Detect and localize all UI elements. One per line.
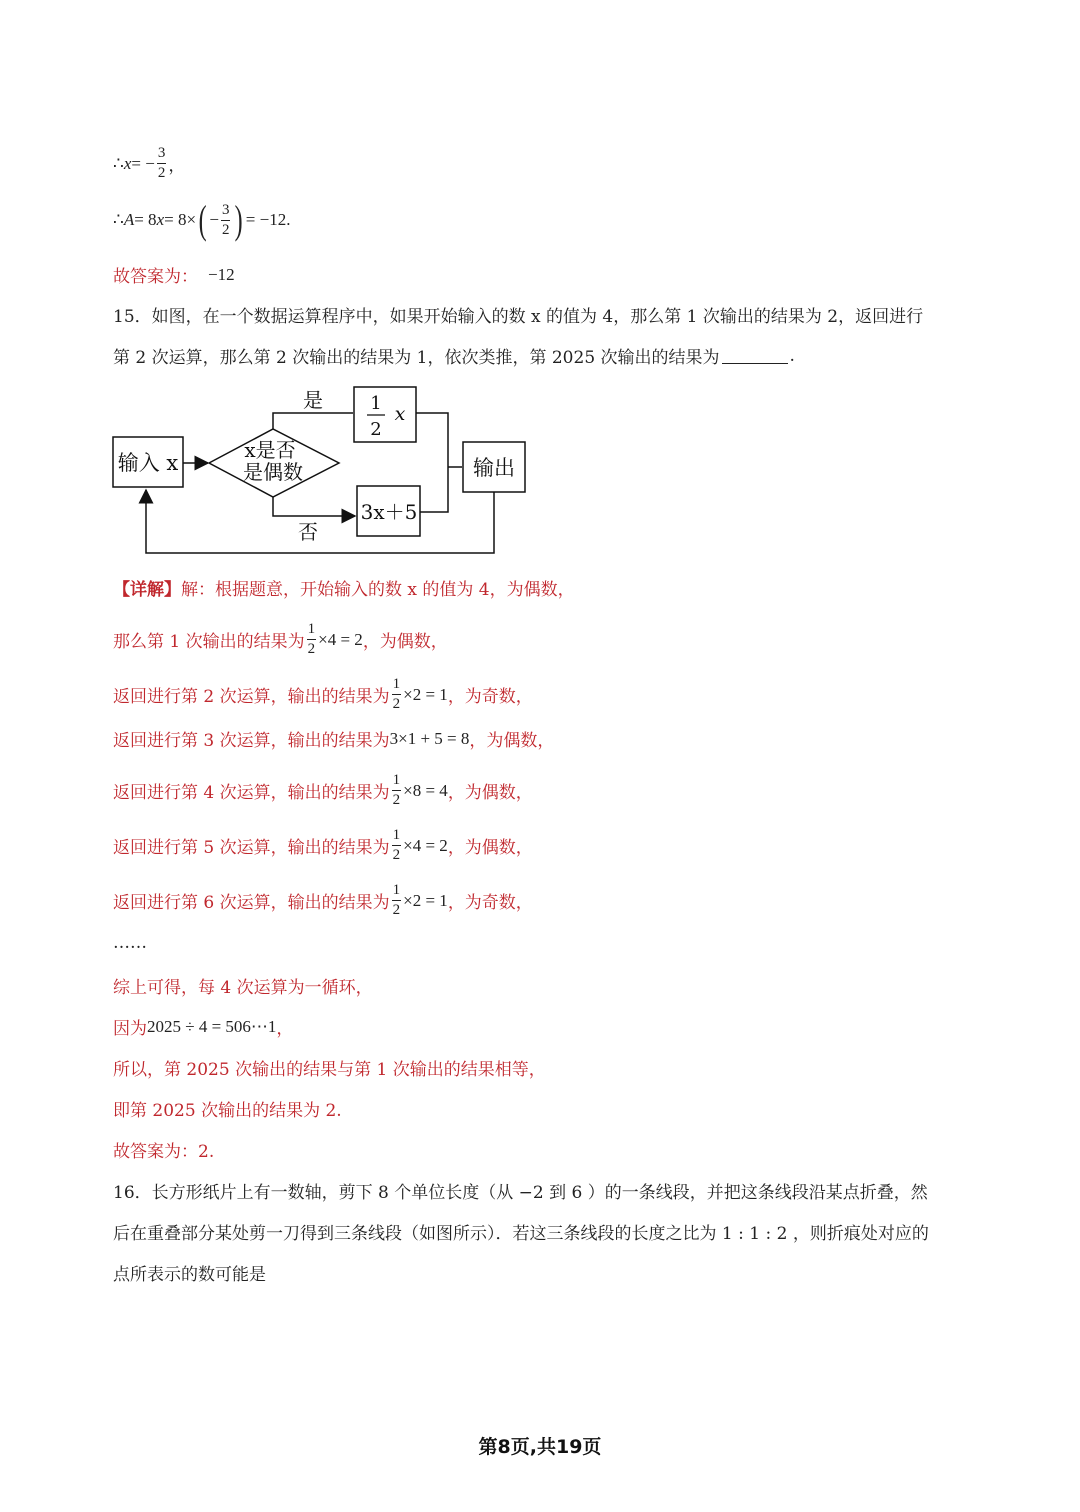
result-statement: 即第 2025 次输出的结果为 2. xyxy=(113,1101,342,1121)
page-footer: 第8页,共19页 xyxy=(478,1436,602,1458)
cycle-statement: 综上可得，每 4 次运算为一循环， xyxy=(113,978,373,998)
fraction: $\frac{1}{2}$ xyxy=(392,882,401,918)
question-16-line3: 点所表示的数可能是 xyxy=(113,1265,266,1285)
question-15-line2: 第 2 次运算，那么第 2 次输出的结果为 1，依次类推，第 2025 次输出的结果为 . xyxy=(113,345,795,368)
loop-back-line xyxy=(146,490,494,553)
odd-expr: 3x＋5 xyxy=(360,500,418,524)
previous-answer: 故答案为： −12 xyxy=(113,264,235,287)
condition-line2: 是偶数 xyxy=(243,460,303,484)
question-16-line2: 后在重叠部分某处剪一刀得到三条线段（如图所示）．若这三条线段的长度之比为 1 : 1 : 2 ，则折痕处对应的 xyxy=(113,1224,929,1244)
yes-branch-line xyxy=(273,413,353,429)
fraction: $\frac{3}{2}$ xyxy=(157,145,166,181)
question-16-line1: 16．长方形纸片上有一数轴，剪下 8 个单位长度（从 −2 到 6 ）的一条线段，并把这条线段沿某点折叠，然 xyxy=(113,1183,928,1203)
detail-intro: 【详解】 解：根据题意，开始输入的数 x 的值为 4，为偶数， xyxy=(113,580,575,600)
answer-blank xyxy=(722,347,788,364)
fraction: $\frac{1}{2}$ xyxy=(392,827,401,863)
yes-label: 是 xyxy=(303,388,323,412)
output-label: 输出 xyxy=(473,456,515,480)
ellipsis: …… xyxy=(113,933,147,953)
flowchart xyxy=(108,382,548,562)
so-statement: 所以，第 2025 次输出的结果与第 1 次输出的结果相等， xyxy=(113,1060,546,1080)
question-15-line1: 15．如图，在一个数据运算程序中，如果开始输入的数 x 的值为 4，那么第 1 次输出的结果为 2，返回进行 xyxy=(113,307,924,327)
detail-step: 返回进行第 3 次运算，输出的结果为 3×1 + 5 = 8 ，为偶数， xyxy=(113,728,555,751)
fraction: $\frac{1}{2}$ xyxy=(392,676,401,712)
detail-step: 返回进行第 4 次运算，输出的结果为 $\frac{1}{2}$ ×8 = 4 ，为偶数， xyxy=(113,772,533,808)
because-line: 因为 2025 ÷ 4 = 506⋯1 ， xyxy=(113,1016,294,1039)
detail-step: 返回进行第 5 次运算，输出的结果为 $\frac{1}{2}$ ×4 = 2 ，为偶数， xyxy=(113,827,533,863)
detail-step: 返回进行第 2 次运算，输出的结果为 $\frac{1}{2}$ ×2 = 1 ，为奇数， xyxy=(113,676,533,712)
merge-line-top xyxy=(416,413,448,512)
detail-step: 返回进行第 6 次运算，输出的结果为 $\frac{1}{2}$ ×2 = 1 ，为奇数， xyxy=(113,882,533,918)
fraction: $\frac{1}{2}$ xyxy=(392,772,401,808)
solution-line-x: ∴ x = − $\frac{3}{2}$ ， xyxy=(113,145,186,181)
no-label: 否 xyxy=(298,520,318,544)
fraction: $\frac{3}{2}$ xyxy=(221,201,230,238)
half-num: 1 xyxy=(370,393,382,414)
detail-step: 那么第 1 次输出的结果为 $\frac{1}{2}$ ×4 = 2 ，为偶数， xyxy=(113,621,448,657)
solution-line-a: ∴ A = 8 x = 8× ( − $\frac{3}{2}$ ) = −12 . xyxy=(113,197,291,242)
half-den: 2 xyxy=(370,419,382,440)
input-label: 输入 x xyxy=(117,451,179,475)
half-var: x xyxy=(394,403,406,425)
condition-line1: x是否 xyxy=(244,438,296,462)
fraction: $\frac{1}{2}$ xyxy=(307,621,316,657)
answer-15: 故答案为：2. xyxy=(113,1142,215,1162)
no-branch-line xyxy=(273,497,355,516)
